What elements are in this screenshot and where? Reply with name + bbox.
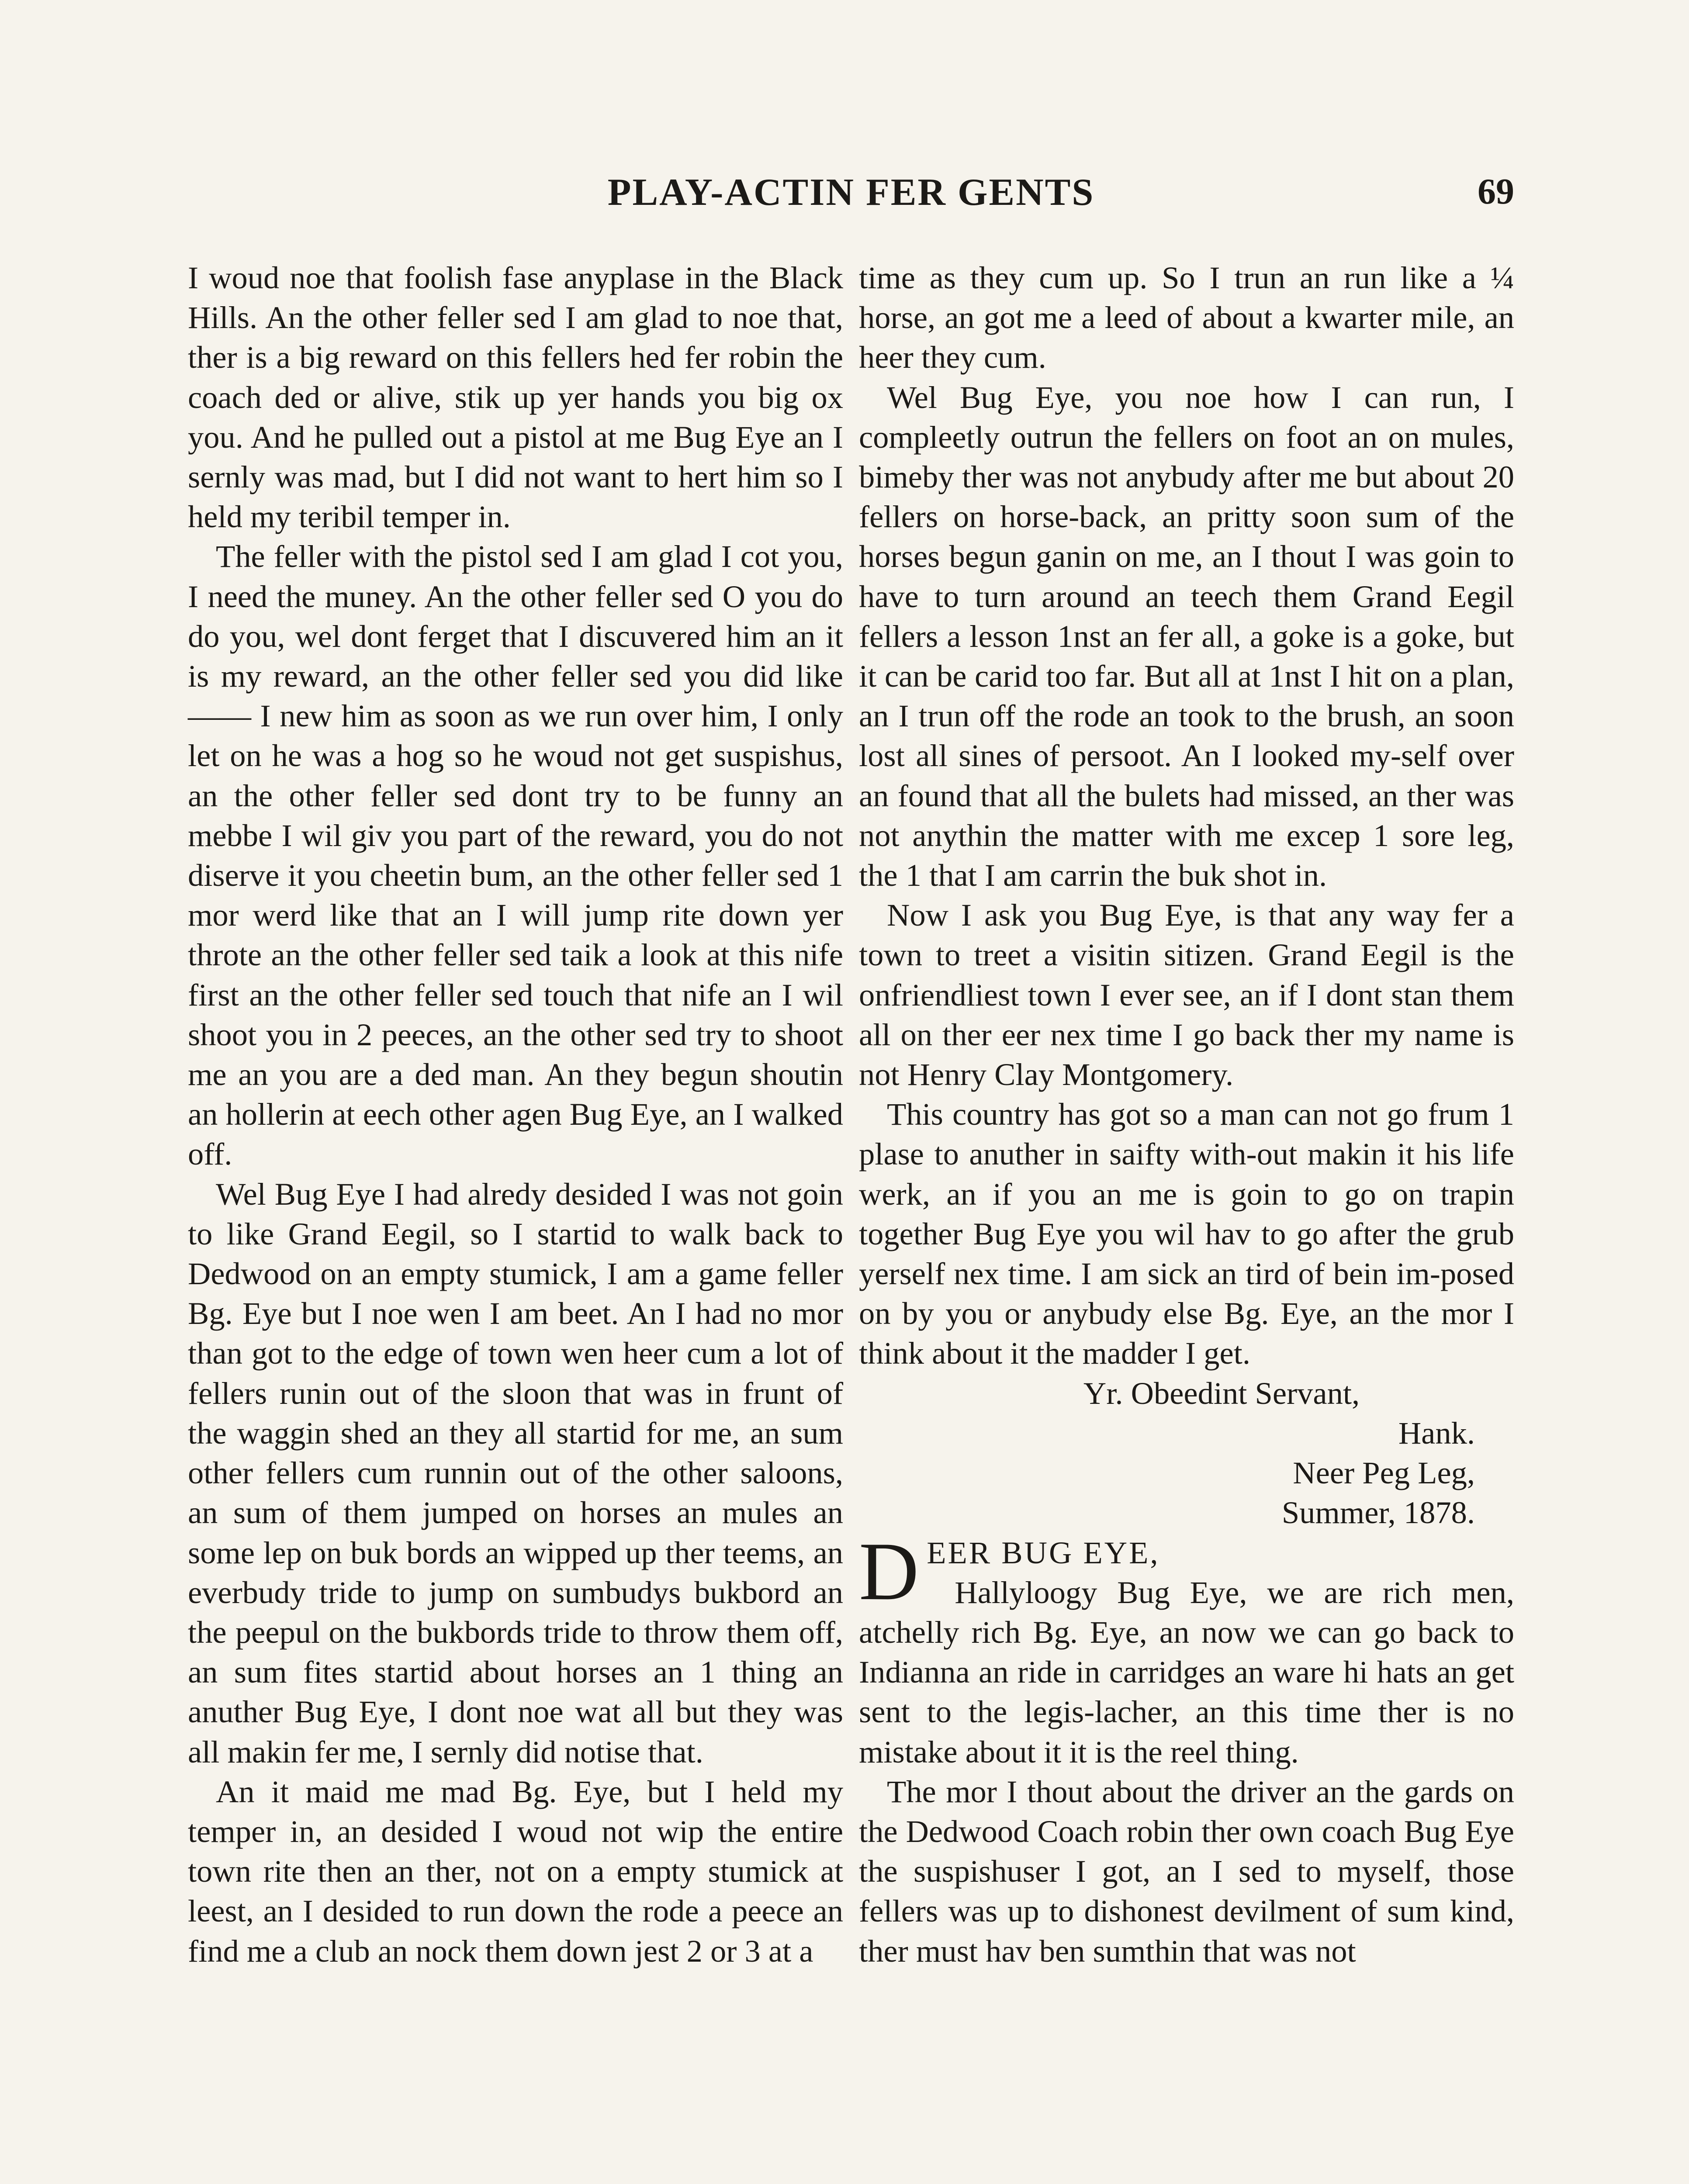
letter-place: Neer Peg Leg, — [1293, 1455, 1475, 1491]
paragraph: Hallyloogy Bug Eye, we are rich men, atchelly rich Bg. Eye, an now we can go back to Indianna an ride in carridges an ware hi hats an get sent to the legis-lacher, an this time ther is no mistake about it it is the reel thing. — [859, 1574, 1514, 1769]
right-column — [859, 258, 1514, 1971]
letter-salutation — [859, 1525, 1514, 1617]
page-number: 69 — [1478, 171, 1514, 212]
paragraph: This country has got so a man can not go frum 1 plase to anuther in saifty with-out makin it his life werk, an if you an me is goin to go on trapin together Bug Eye you wil hav to go after the grub yerself nex time. I am sick an tird of bein im-posed on by you or anybudy else Bg. Eye, an the mor I think about it the madder I get. — [859, 1096, 1514, 1371]
left-column — [188, 258, 843, 1971]
letter-signature: Hank. — [1398, 1415, 1475, 1451]
paragraph: An it maid me mad Bg. Eye, but I held my temper in, an desided I woud not wip the entire town rite then an ther, not on a empty stumick at leest, an I desided to run down the rode a peece an find me a club an nock them down jest 2 or 3 at a — [188, 1773, 843, 1969]
salutation-text: EER BUG EYE, — [927, 1534, 1160, 1570]
paragraph: The feller with the pistol sed I am glad I cot you, I need the muney. An the other feller sed O you do do you, wel dont ferget that I discuvered him an it is my reward, an the other feller sed you did like —— I new him as soon as we run over him, I only let on he was a hog so he woud not get suspishus, an the other feller sed dont try to be funny an mebbe I wil giv you part of the reward, you do not diserve it you cheetin bum, an the other feller sed 1 mor werd like that an I will jump rite down yer throte an the other feller sed taik a look at this nife first an the other feller sed touch that nife an I wil shoot you in 2 peeces, an the other sed try to shoot me an you are a ded man. An they begun shoutin an hollerin at eech other agen Bug Eye, an I walked off. — [188, 539, 843, 1172]
paragraph: Now I ask you Bug Eye, is that any way fer a town to treet a visitin sitizen. Grand Eegil is the onfriendliest town I ever see, an if I dont stan them all on ther eer nex time I go back ther my name is not Henry Clay Montgomery. — [859, 897, 1514, 1092]
paragraph: The mor I thout about the driver an the gards on the Dedwood Coach robin ther own coach Bug Eye the suspishuser I got, an I sed to myself, those fellers was up to dishonest devilment of sum kind, ther must hav ben sumthin that was not — [859, 1773, 1514, 1969]
running-title: PLAY-ACTIN FER GENTS — [607, 171, 1095, 214]
letter-date: Summer, 1878. — [1281, 1495, 1475, 1531]
drop-cap: D — [859, 1525, 919, 1617]
paragraph: time as they cum up. So I trun an run like a ¼ horse, an got me a leed of about a kwarter mile, an heer they cum. — [859, 260, 1514, 375]
paragraph: I woud noe that foolish fase anyplase in the Black Hills. An the other feller sed I am glad to noe that, ther is a big reward on this fellers hed fer robin the coach ded or alive, stik up yer hands you big ox you. And he pulled out a pistol at me Bug Eye an I sernly was mad, but I did not want to hert him so I held my teribil temper in. — [188, 260, 843, 535]
paragraph: Wel Bug Eye I had alredy desided I was not goin to like Grand Eegil, so I startid to walk back to Dedwood on an empty stumick, I am a game feller Bg. Eye but I noe wen I am beet. An I had no mor than got to the edge of town wen heer cum a lot of fellers runin out of the sloon that was in frunt of the waggin shed an they all startid for me, an sum other fellers cum runnin out of the other saloons, an sum of them jumped on horses an mules an some lep on buk bords an wipped up ther teems, an everbudy tride to jump on sumbudys bukbord an the peepul on the bukbords tride to throw them off, an sum fites startid about horses an 1 thing an anuther Bug Eye, I dont noe wat all but they was all makin fer me, I sernly did notise that. — [188, 1176, 843, 1769]
paragraph: Wel Bug Eye, you noe how I can run, I compleetly outrun the fellers on foot an on mules, bimeby ther was not anybudy after me but about 20 fellers on horse-back, an pritty soon sum of the horses begun ganin on me, an I thout I was goin to have to turn around an teech them Grand Eegil fellers a lesson 1nst an fer all, a goke is a goke, but it can be carid too far. But all at 1nst I hit on a plan, an I trun off the rode an took to the brush, an soon lost all sines of persoot. An I looked my-self over an found that all the bulets had missed, an ther was not anythin the matter with me excep 1 sore leg, the 1 that I am carrin the buk shot in. — [859, 379, 1514, 893]
page-header — [188, 170, 1514, 218]
letter-closing: Yr. Obeedint Servant, — [1083, 1375, 1360, 1411]
